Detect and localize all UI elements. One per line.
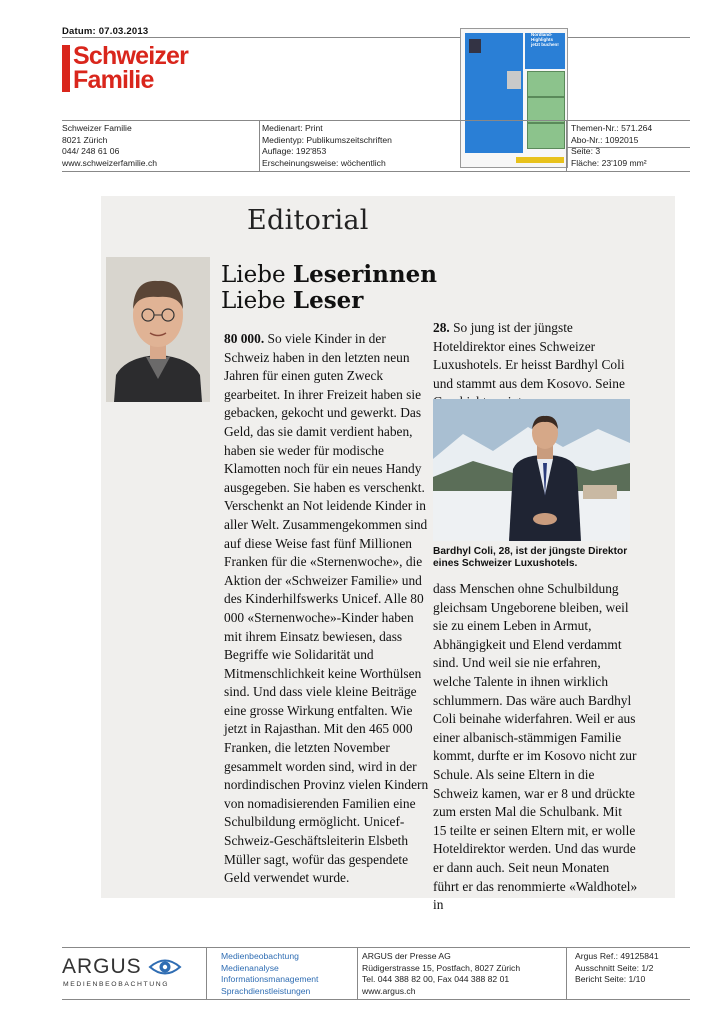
- thumbnail-title: Nordland- Highlights jetzt buchen!: [531, 32, 559, 47]
- argus-services: Medienbeobachtung Medienanalyse Informationsmanagement Sprachdienstleistungen: [221, 951, 319, 996]
- section-title: Editorial: [247, 205, 369, 236]
- lead-number: 28.: [433, 320, 450, 335]
- meta-bottom-rule: [62, 171, 690, 172]
- schweizer-familie-logo: [62, 42, 212, 94]
- publisher-info: Schweizer Familie 8021 Zürich 044/ 248 61 06 www.schweizerfamilie.ch: [62, 123, 158, 168]
- header-top-rule: [62, 37, 690, 38]
- logo-line-1: Schweizer: [73, 42, 189, 70]
- article-column-right-bottom: dass Menschen ohne Schulbildung gleichsam Ungeborene bleiben, weil sie zu einem Leben in Armut, Abhängigkeit und Elend verdammt sind. Und weil sie nie erfahren, welche Talente in ihnen wirklich schlummern. Das wäre auch Bardhyl Coli beinahe widerfahren. Weil er aus einer albanisch-stämmigen Familie kommt, durfte er im Kosovo nicht zur Schule. Als seine Eltern in die Schweiz kamen, war er 8 und drückte zum ersten Mal die Schulbank. Mit 15 teilte er seinen Eltern mit, er wolle Hoteldirektor werden. Und das wurde er dann auch. Seit neun Monaten führt er das renommierte «Waldhotel» in: [433, 581, 638, 913]
- page-thumbnail: [460, 28, 568, 168]
- author-portrait: [106, 257, 210, 402]
- argus-logo: ARGUS MEDIENBEOBACHTUNG: [62, 955, 182, 995]
- article-column-right-top: 28. So jung ist der jüngste Hoteldirektor eines Schweizer Luxushotels. Er heisst Bardhyl Coli und stammt aus dem Kosovo. Seine: [433, 320, 625, 391]
- argus-address: ARGUS der Presse AG Rüdigerstrasse 15, Postfach, 8027 Zürich Tel. 044 388 82 00, Fax 044 388 82 01 www.argus.ch: [362, 951, 521, 996]
- lead-number: 80 000.: [224, 331, 265, 346]
- headline: Liebe Leserinnen Liebe Leser: [221, 261, 437, 314]
- media-info: Medienart: Print Medientyp: Publikumszeitschriften Auflage: 192'853 Erscheinungsweise: wöchentlich: [262, 123, 392, 168]
- argus-references: Argus Ref.: 49125841 Ausschnitt Seite: 1/2 Bericht Seite: 1/10: [575, 951, 659, 985]
- footer-top-rule: [62, 947, 690, 948]
- article-column-left: 80 000. So viele Kinder in der Schweiz haben in den letzten neun Jahren für einen guten Zweck gearbeitet. In ihrer Freizeit haben sie gebacken, gekocht und gewerkt. Das Geld, das sie damit verdient haben, haben sie weder für modische Klamotten noch für ein neues Handy ausgegeben. Sie haben es verschenkt. Verschenkt an Not leidende Kinder in aller Welt. Zusammengekommen sind auf diese Weise fast fünf Millionen Franken für die «Sternenwoche», die Aktion der «Schweizer Familie» und des Kinderhilfswerks Unicef. Alle 80 000 «Sternenwoche»-Kinder haben mit ihrem Einsatz bewiesen, dass Begriffe wie Solidarität und Mitmenschlichkeit keine Worthülsen sind. Und dass viele kleine Beiträge eine grosse Wirkung entfalten. Wie jetzt in Rajasthan. Mit den 465 000 Franken, die letzten November gesammelt worden sind, wird in der nordindischen Provinz vielen Kindern von nomadisierenden Familien eine Schulbildung ermöglicht. Unicef-Schweiz-Geschäftsleiterin Elsbeth Müller sagt, wofür das gespendete Geld verwendet wurde.: [224, 331, 429, 886]
- meta-top-rule: [62, 120, 690, 121]
- footer-bottom-rule: [62, 999, 690, 1000]
- hotel-director-photo: [433, 399, 630, 541]
- photo-caption: Bardhyl Coli, 28, ist der jüngste Direktor eines Schweizer Luxushotels.: [433, 546, 628, 569]
- eye-icon: [148, 956, 182, 978]
- logo-line-2: Familie: [73, 66, 154, 94]
- clipping-date: Datum: 07.03.2013: [62, 26, 149, 37]
- reference-info: Themen-Nr.: 571.264 Abo-Nr.: 1092015 Seite: 3 Fläche: 23'109 mm²: [571, 123, 653, 168]
